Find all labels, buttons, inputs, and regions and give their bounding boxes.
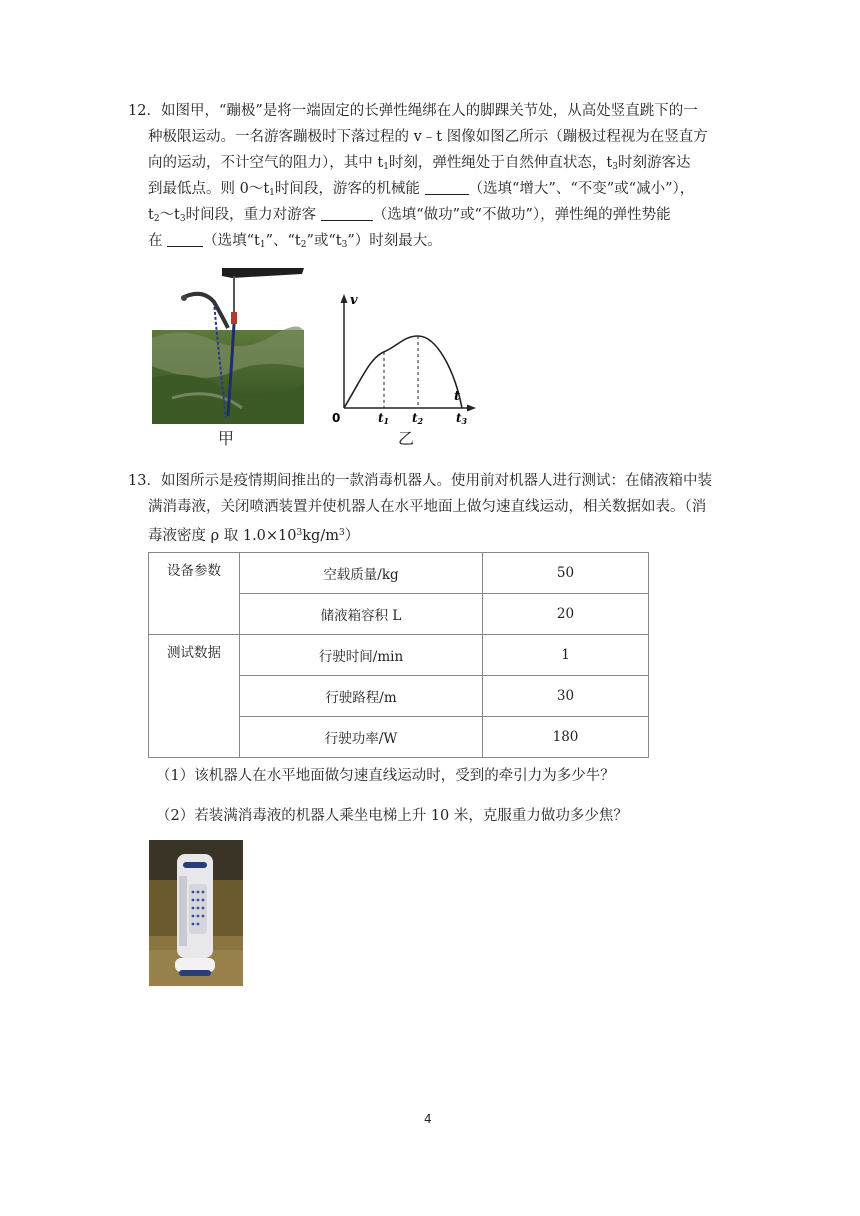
- question-12: [128, 98, 728, 254]
- question-13: [128, 468, 728, 546]
- q13-line3: 毒液密度 ρ 取 $1.0\times 10^3kg/m^3$）: [148, 528, 360, 544]
- velocity-curve: [344, 336, 462, 408]
- row-value: 1: [483, 635, 649, 676]
- bungee-photo: [152, 268, 304, 424]
- q12-line6: 在 （选填“$t_1$”、“$t_2$”或“$t_3$”）时刻最大。: [148, 233, 442, 250]
- row-value: 30: [483, 676, 649, 717]
- sub-question-1: （1）该机器人在水平地面做匀速直线运动时，受到的牵引力为多少牛？: [156, 768, 615, 784]
- q12-line1: 12．如图甲，“蹦极”是将一端固定的长弹性绳绑在人的脚踝关节处，从高处竖直跳下的一: [128, 103, 698, 119]
- table-row: [149, 635, 649, 676]
- x-axis-label: t: [454, 389, 461, 404]
- row-label: 储液箱容积 L: [240, 594, 483, 635]
- sub-question-2: （2）若装满消毒液的机器人乘坐电梯上升 10 米，克服重力做功多少焦？: [156, 808, 628, 824]
- row-value: 180: [483, 717, 649, 758]
- row-label: 行驶功率/W: [240, 717, 483, 758]
- q12-line5: $t_2\sim t_3$时间段，重力对游客 （选填“做功”或“不做功”），弹性绳的弹性势能: [148, 207, 671, 224]
- table-row: [149, 553, 649, 594]
- origin-label: 0: [332, 411, 341, 425]
- tick-label-t1: t1: [378, 411, 390, 426]
- vt-chart: [326, 288, 476, 428]
- disinfection-robot-photo: [149, 840, 243, 986]
- row-label: 空载质量/kg: [240, 553, 483, 594]
- q13-line1: 13．如图所示是疫情期间推出的一款消毒机器人。使用前对机器人进行测试：在储液箱中装: [128, 473, 712, 489]
- row-value: 50: [483, 553, 649, 594]
- y-axis-label: v: [350, 293, 358, 308]
- q13-line2: 满消毒液，关闭喷洒装置并使机器人在水平地面上做匀速直线运动，相关数据如表。（消: [148, 499, 707, 515]
- robot-params-table: [148, 552, 649, 758]
- row-label: 行驶时间/min: [240, 635, 483, 676]
- figure-b-caption: 乙: [398, 429, 415, 448]
- tick-label-t3: t3: [456, 411, 468, 426]
- page-number: 4: [424, 1112, 432, 1126]
- x-axis-arrow: [467, 405, 476, 412]
- answer-blank-3[interactable]: [167, 231, 203, 247]
- q12-line2: 种极限运动。一名游客蹦极时下落过程的 v﹣t 图像如图乙所示（蹦极过程视为在竖直方: [148, 129, 708, 145]
- group-test-data: 测试数据: [149, 635, 240, 758]
- group-device-params: 设备参数: [149, 553, 240, 635]
- tick-label-t2: t2: [412, 411, 424, 426]
- y-axis-arrow: [341, 294, 348, 303]
- row-value: 20: [483, 594, 649, 635]
- q12-line4: 到最低点。则 $0\sim t_1$时间段，游客的机械能 （选填“增大”、“不变”或“减小”），: [148, 181, 695, 198]
- q12-line3: 向的运动，不计空气的阻力），其中 $t_1$时刻，弹性绳处于自然伸直状态，$t_3$时刻游客达: [148, 155, 691, 172]
- tick-labels: [378, 411, 468, 426]
- figure-a-caption: 甲: [218, 429, 235, 448]
- answer-blank-1[interactable]: [425, 179, 469, 195]
- answer-blank-2[interactable]: [321, 205, 373, 221]
- row-label: 行驶路程/m: [240, 676, 483, 717]
